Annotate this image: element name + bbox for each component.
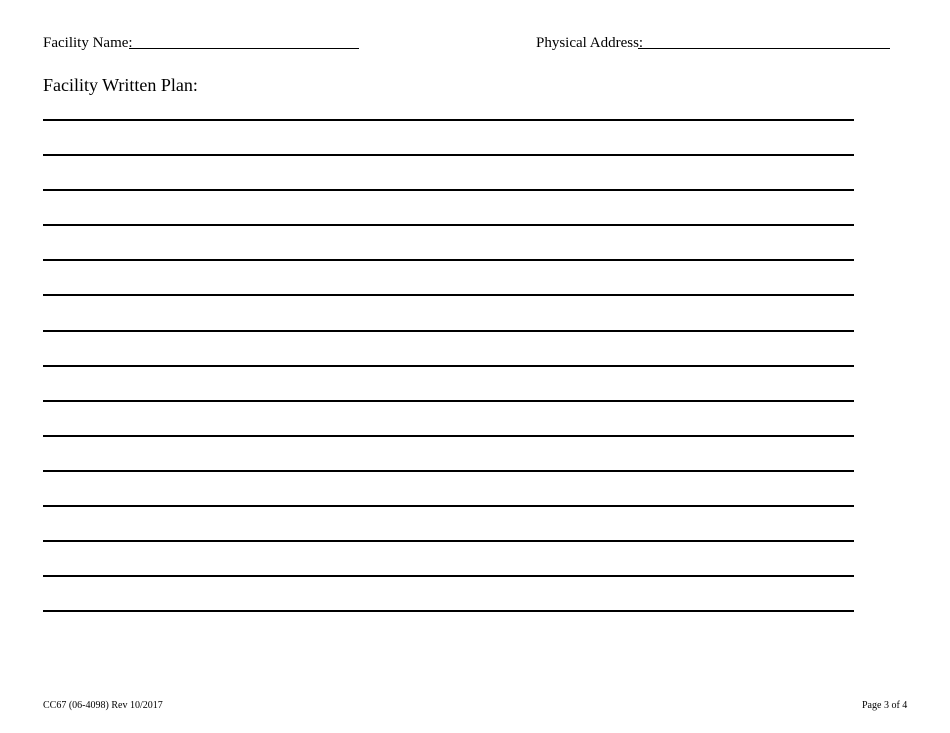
- plan-writing-line[interactable]: [43, 189, 854, 224]
- plan-writing-line[interactable]: [43, 365, 854, 400]
- plan-writing-line[interactable]: [43, 435, 854, 470]
- plan-writing-line[interactable]: [43, 575, 854, 610]
- plan-writing-line[interactable]: [43, 610, 854, 645]
- written-plan-lines: [43, 119, 854, 645]
- page-number: Page 3 of 4: [862, 700, 908, 711]
- facility-written-plan-heading: Facility Written Plan:: [43, 75, 198, 95]
- physical-address-label: Physical Address:: [536, 35, 644, 51]
- form-identifier: CC67 (06-4098) Rev 10/2017: [43, 700, 163, 711]
- plan-writing-line[interactable]: [43, 505, 854, 540]
- plan-writing-line[interactable]: [43, 294, 854, 329]
- plan-writing-line[interactable]: [43, 470, 854, 505]
- facility-name-field[interactable]: [129, 48, 359, 49]
- physical-address-field[interactable]: [638, 48, 890, 49]
- plan-writing-line[interactable]: [43, 119, 854, 154]
- plan-writing-line[interactable]: [43, 330, 854, 365]
- facility-name-label: Facility Name:: [43, 35, 133, 51]
- plan-writing-line[interactable]: [43, 224, 854, 259]
- plan-writing-line[interactable]: [43, 400, 854, 435]
- plan-writing-line[interactable]: [43, 154, 854, 189]
- plan-writing-line[interactable]: [43, 540, 854, 575]
- plan-writing-line[interactable]: [43, 259, 854, 294]
